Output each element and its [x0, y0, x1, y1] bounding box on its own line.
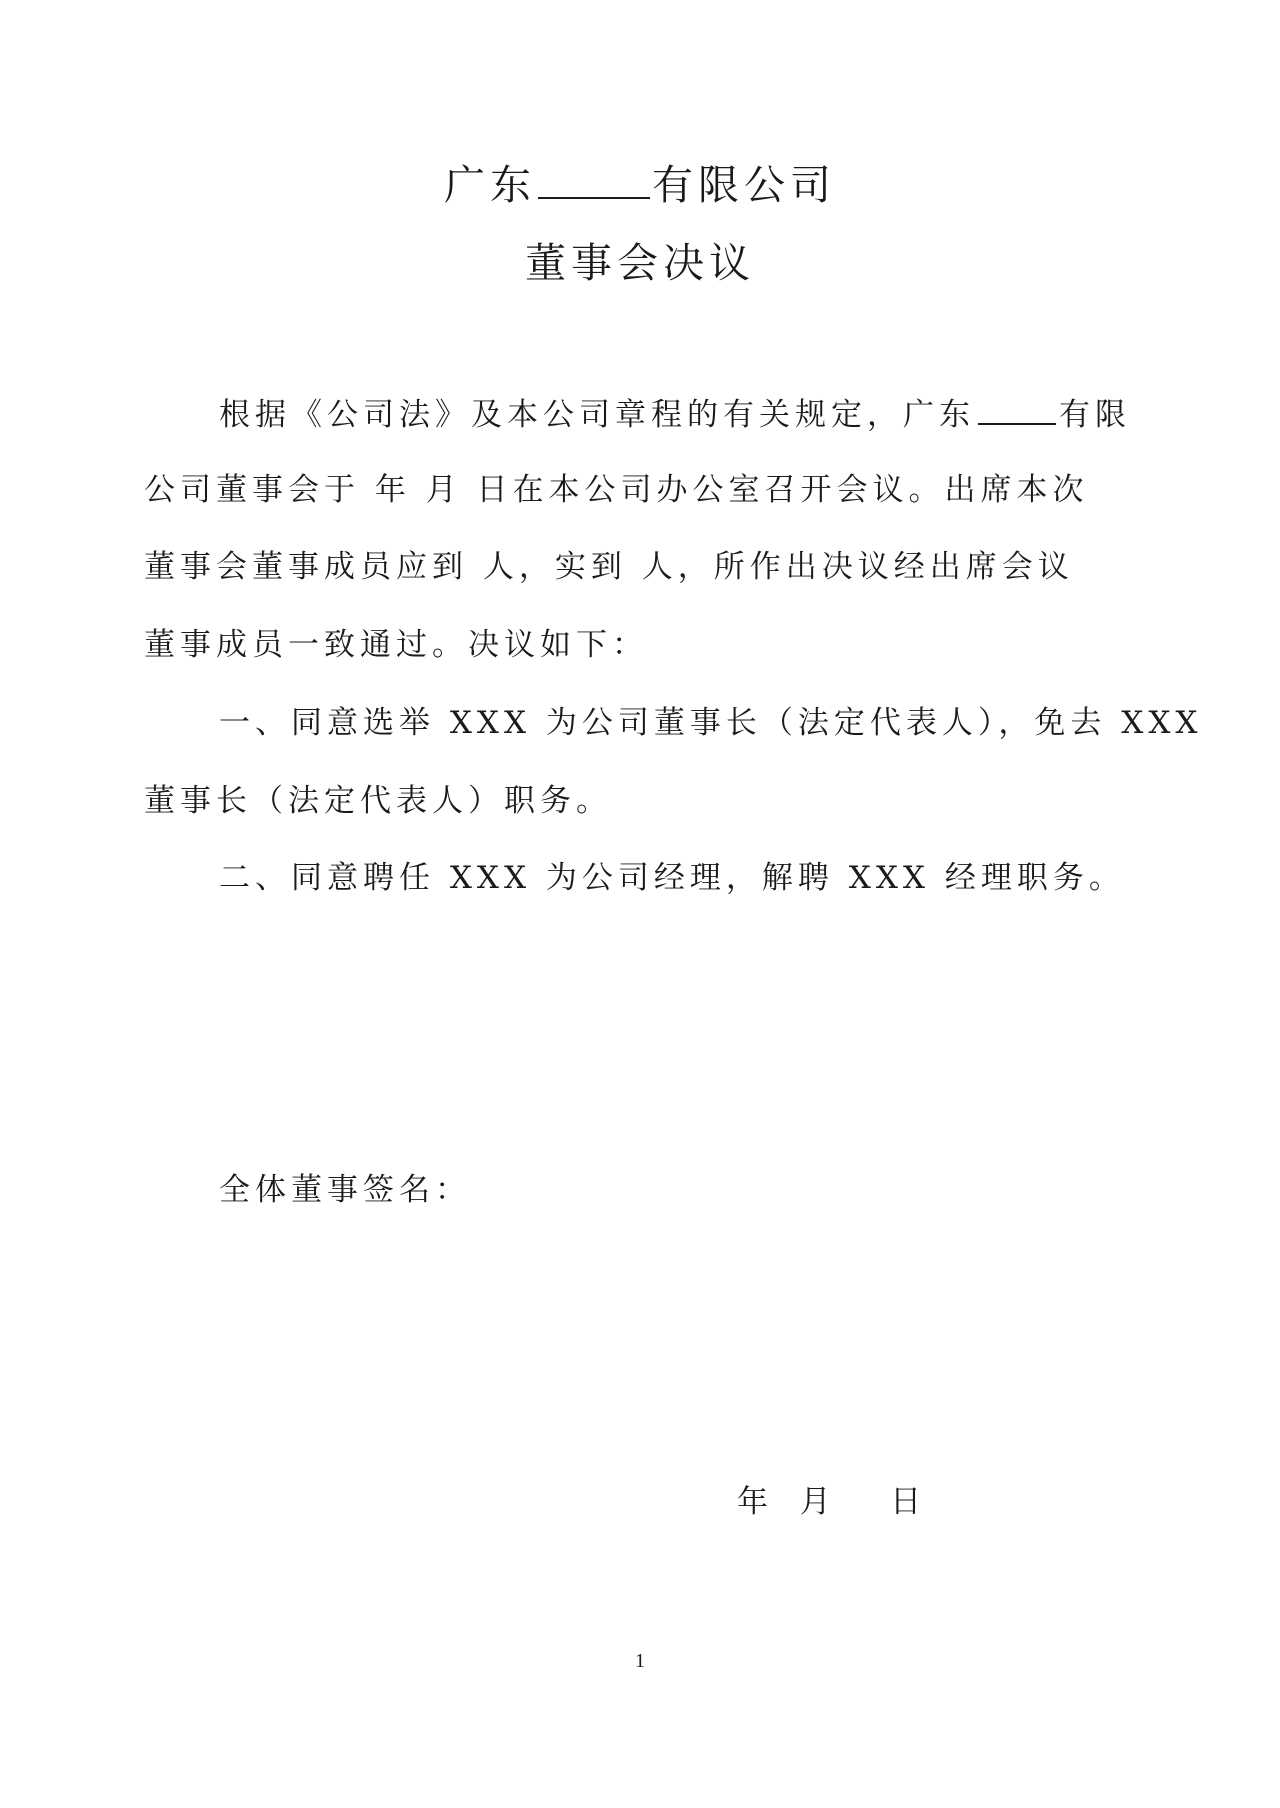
body-paragraph-line-1	[219, 393, 1217, 435]
body-paragraph-line-3: 董事会董事成员应到 人，实到 人，所作出决议经出席会议	[144, 549, 1074, 585]
date-line: 年 月 日	[737, 1484, 926, 1520]
resolution-item-1: 一、同意选举 XXX 为公司董事长（法定代表人），免去 XXX	[219, 705, 1203, 741]
title-prefix: 广东	[444, 161, 536, 209]
signature-label: 全体董事签名：	[219, 1172, 471, 1208]
company-name-inline-blank	[978, 393, 1056, 425]
title-suffix: 有限公司	[652, 161, 836, 209]
body-line-1-prefix: 根据《公司法》及本公司章程的有关规定，广东	[219, 397, 975, 433]
resolution-item-2: 二、同意聘任 XXX 为公司经理，解聘 XXX 经理职务。	[219, 860, 1125, 896]
body-line-1-suffix: 有限	[1059, 397, 1131, 433]
document-title-company	[0, 152, 1280, 211]
body-paragraph-line-2: 公司董事会于 年 月 日在本公司办公室召开会议。出席本次	[144, 472, 1089, 508]
body-paragraph-line-4: 董事成员一致通过。决议如下：	[144, 627, 648, 663]
resolution-item-1-continued: 董事长（法定代表人）职务。	[144, 783, 612, 819]
page-number: 1	[635, 1650, 645, 1672]
document-title-resolution: 董事会决议	[525, 239, 755, 287]
company-name-blank	[538, 159, 650, 199]
